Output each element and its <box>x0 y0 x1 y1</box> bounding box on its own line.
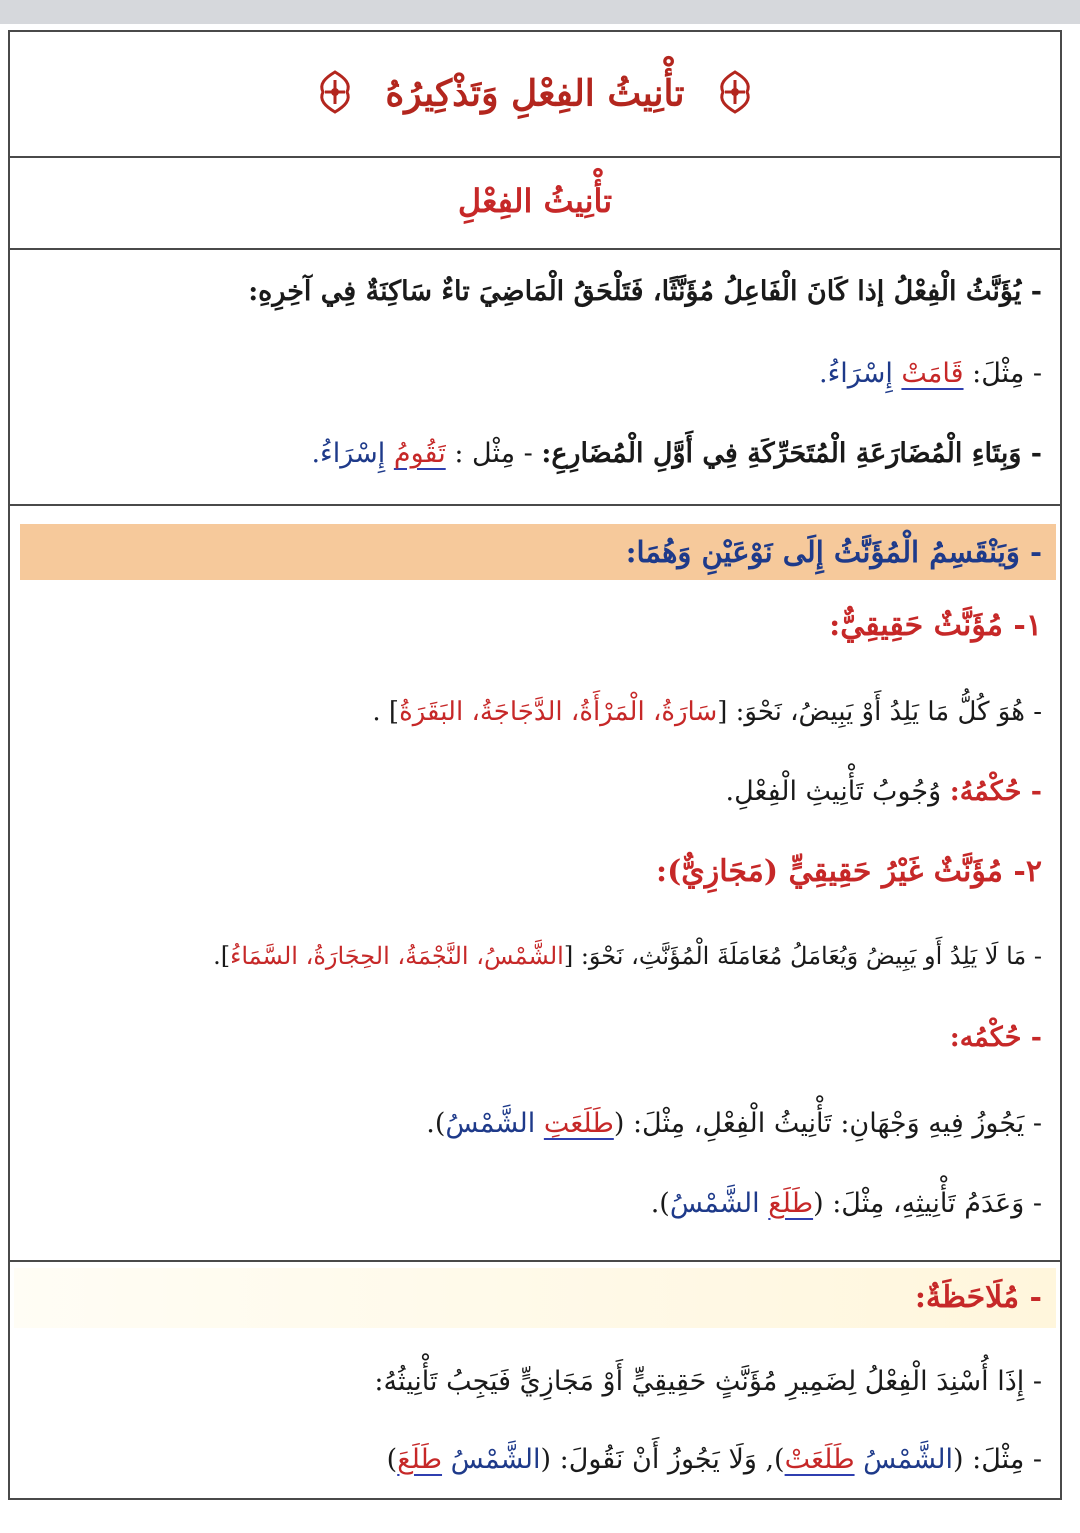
case2-suffix: ). <box>650 1188 670 1219</box>
example-prefix: - مِثْلَ: <box>972 358 1042 389</box>
type2-def-suffix: ]. <box>213 942 231 970</box>
ornament-icon <box>715 70 755 123</box>
rule-line-2-text: - وَبِتَاءِ الْمُضَارَعَةِ الْمُتَحَرِّكَةِ فِي أَوَّلِ الْمُضَارِعِ: <box>541 438 1042 469</box>
case2-prefix: - وَعَدَمُ تَأْنِيثِهِ، مِثْلَ: ( <box>813 1188 1042 1219</box>
type2-rule-label: - حُكْمُه: <box>949 1022 1042 1053</box>
type1-rule <box>28 772 1042 812</box>
ornament-icon <box>315 70 355 123</box>
lesson-card <box>8 30 1062 1500</box>
section-subtitle: تأْنِيثُ الفِعْلِ <box>457 182 613 220</box>
note-ex-verb: طَلَعَتْ <box>784 1444 855 1475</box>
example-prefix: - مِثْل : <box>454 438 533 469</box>
rule-section <box>10 250 1060 506</box>
note-ex-subject: الشَّمْسُ <box>863 1444 954 1475</box>
case2-verb: طَلَعَ <box>768 1188 814 1219</box>
page-title <box>10 70 1060 123</box>
type1-def-prefix: - هُوَ كُلُّ مَا يَلِدُ أَوْ يَبِيضُ، نَحْوَ: [ <box>717 697 1042 727</box>
case1-subject: الشَّمْسُ <box>445 1108 536 1139</box>
type1-definition <box>28 692 1042 732</box>
case1-suffix: ). <box>426 1108 446 1139</box>
note-wrong-subject: الشَّمْسُ <box>450 1444 541 1475</box>
title-text: تأْنِيثُ الفِعْلِ وَتَذْكِيرُهُ <box>385 72 685 115</box>
type2-definition <box>28 936 1042 976</box>
note-label: - مُلَاحَظَةٌ: <box>914 1280 1042 1315</box>
example-verb: تَقُومُ <box>393 438 446 469</box>
rule-example-1 <box>28 354 1042 394</box>
note-example <box>28 1440 1042 1480</box>
note-ex-suffix: ) <box>386 1444 398 1475</box>
rule-line-1: - يُؤَنَّثُ الْفِعْلُ إذا كَانَ الْفَاعِلُ مُؤَنَّثًا، فَتَلْحَقُ الْمَاضِيَ تاءٌ سَاكِنَةٌ فِي آخِرِهِ: <box>248 276 1042 307</box>
note-ex-middle: ), وَلَا يَجُوزُ أَنْ نَقُولَ: ( <box>540 1444 785 1475</box>
type1-rule-text: وُجُوبُ تَأْنِيثِ الْفِعْلِ. <box>725 776 942 807</box>
case1-prefix: - يَجُوزُ فِيهِ وَجْهَانِ: تَأْنِيثُ الْفِعْلِ، مِثْلَ: ( <box>613 1108 1042 1139</box>
type1-rule-label: - حُكْمُهُ: <box>949 776 1042 807</box>
note-ex-prefix: - مِثْلَ: ( <box>953 1444 1042 1475</box>
example-verb: قَامَتْ <box>901 358 964 389</box>
type1-title: ١- مُؤَنَّثٌ حَقِيقِيٌّ: <box>829 608 1042 643</box>
note-wrong-verb: طَلَعَ <box>397 1444 443 1475</box>
note-section <box>10 1262 1060 1500</box>
type2-case-1 <box>28 1104 1042 1144</box>
type2-case-2 <box>28 1184 1042 1224</box>
type2-title: ٢- مُؤَنَّثٌ غَيْرُ حَقِيقِيٍّ (مَجَازِيٌّ): <box>656 854 1042 889</box>
types-section <box>10 506 1060 1262</box>
top-bar <box>0 0 1080 24</box>
type2-examples: الشَّمْسُ، النَّجْمَةُ، الحِجَارَةُ، السَّمَاءُ <box>230 942 564 970</box>
type1-examples: سَارَةُ، الْمَرْأَةُ، الدَّجَاجَةُ، البَقَرَةُ <box>399 697 718 727</box>
case2-subject: الشَّمْسُ <box>669 1188 760 1219</box>
case1-verb: طَلَعَتِ <box>543 1108 614 1139</box>
type2-def-prefix: - مَا لَا يَلِدُ أَو يَبِيضُ وَيُعَامَلُ مُعَامَلَةَ الْمُؤَنَّثِ، نَحْوَ: [ <box>563 942 1042 970</box>
title-section <box>10 32 1060 158</box>
type1-def-suffix: ] . <box>372 697 400 727</box>
types-heading: - وَيَنْقَسِمُ الْمُؤَنَّثُ إِلَى نَوْعَيْنِ وَهُمَا: <box>625 535 1042 569</box>
subtitle-section <box>10 158 1060 250</box>
note-text: - إِذَا أُسْنِدَ الْفِعْلُ لِضَمِيرِ مُؤَنَّثٍ حَقِيقِيٍّ أَوْ مَجَازِيٍّ فَيَجِبُ تَأْنِيثُهُ: <box>374 1366 1042 1397</box>
example-subject: إِسْرَاءُ. <box>311 438 386 469</box>
rule-line-2 <box>28 434 1042 474</box>
example-subject: إِسْرَاءُ. <box>819 358 893 389</box>
